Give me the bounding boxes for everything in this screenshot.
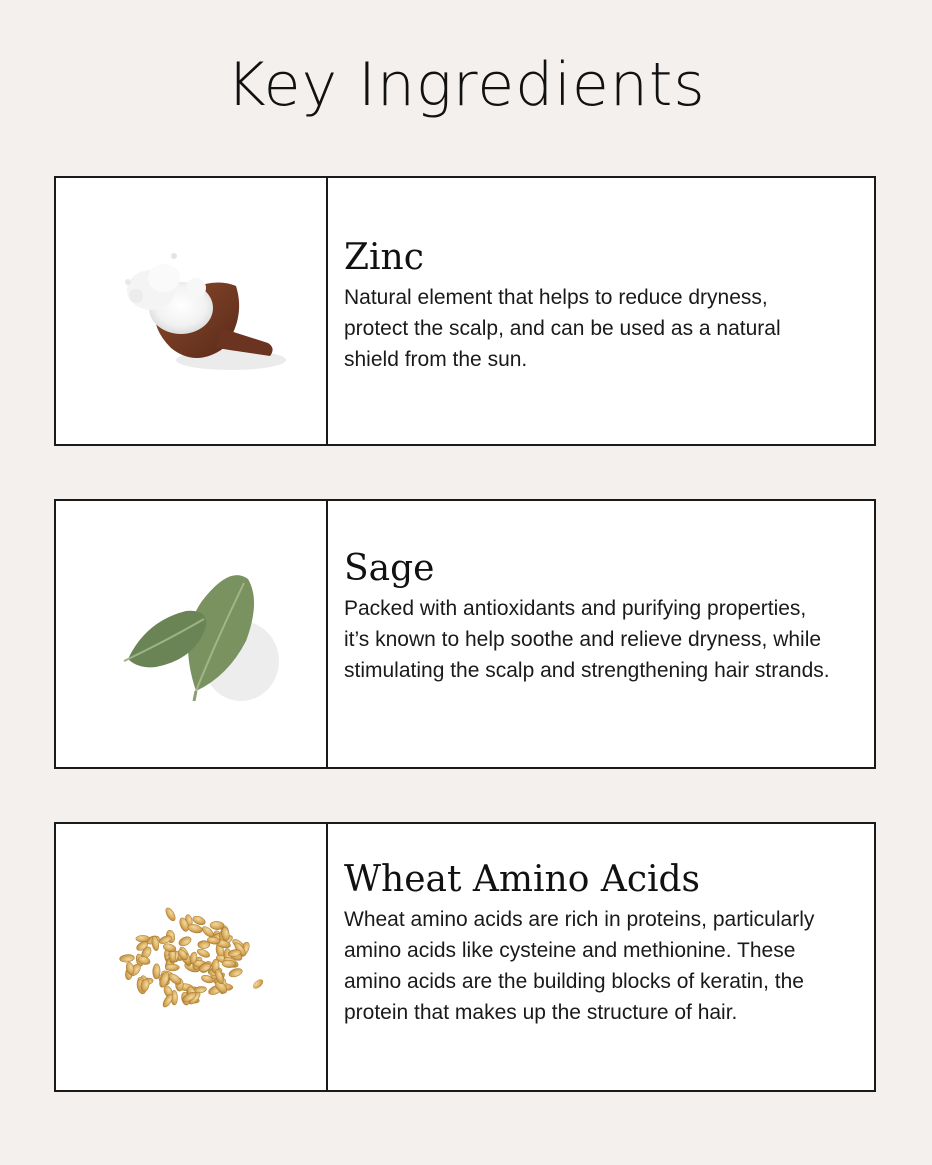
ingredient-name: Zinc bbox=[344, 237, 424, 278]
ingredient-text-sage bbox=[328, 501, 874, 767]
sage-leaves-icon bbox=[56, 501, 326, 767]
ingredient-name: Wheat Amino Acids bbox=[344, 859, 701, 900]
ingredient-card-sage bbox=[54, 499, 876, 769]
ingredient-image-wheat bbox=[56, 824, 328, 1090]
ingredient-image-sage bbox=[56, 501, 328, 767]
ingredient-image-zinc bbox=[56, 178, 328, 444]
ingredient-card-wheat-amino-acids bbox=[54, 822, 876, 1092]
ingredient-card-zinc bbox=[54, 176, 876, 446]
ingredient-description: Wheat amino acids are rich in proteins, particularly amino acids like cysteine and methionine. These amino acids are the building blocks of keratin, the protein that makes up the structure of hair. bbox=[344, 908, 815, 1024]
ingredient-text-zinc bbox=[328, 178, 874, 444]
wheat-grains-icon bbox=[56, 824, 326, 1090]
ingredient-text-wheat bbox=[328, 824, 874, 1090]
ingredient-description: Packed with antioxidants and purifying properties, it’s known to help soothe and relieve dryness, while stimulating the scalp and strengthening hair strands. bbox=[344, 597, 830, 682]
zinc-powder-scoop-icon bbox=[56, 178, 326, 444]
page-title: Key Ingredients bbox=[226, 50, 706, 120]
ingredient-description: Natural element that helps to reduce dryness, protect the scalp, and can be used as a natural shield from the sun. bbox=[344, 286, 781, 371]
ingredient-name: Sage bbox=[344, 548, 435, 589]
wheat-grain-pile bbox=[119, 906, 265, 1008]
